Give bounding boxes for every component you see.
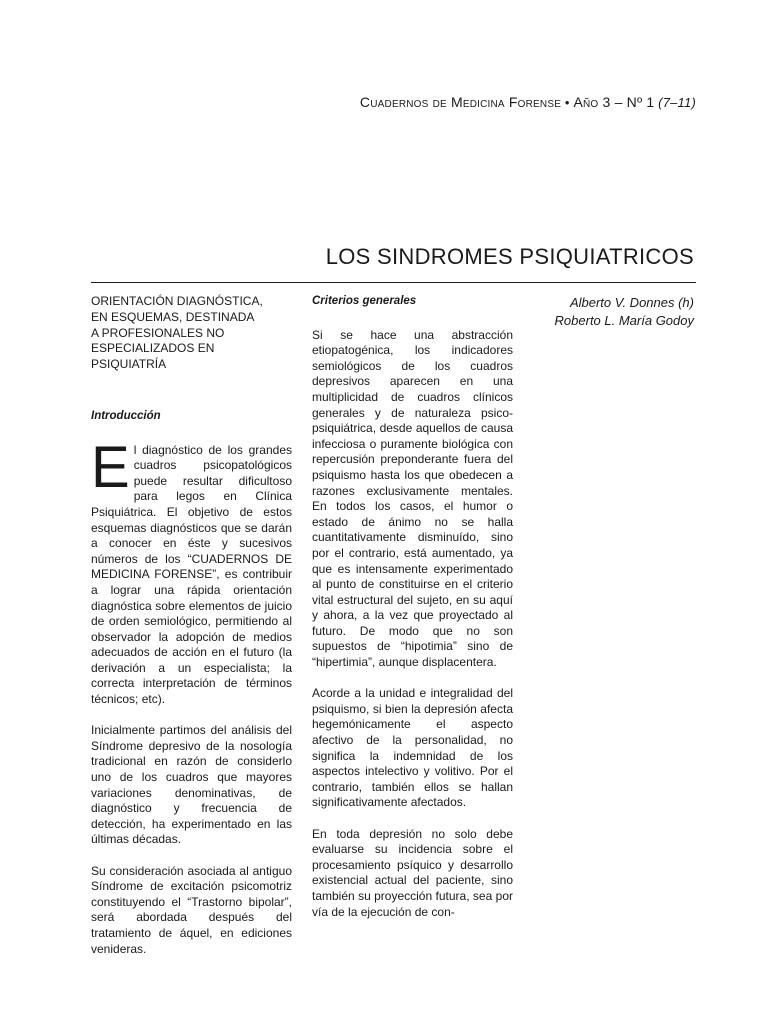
author-1: Alberto V. Donnes (h) <box>569 295 694 310</box>
subtitle-line: A PROFESIONALES NO <box>91 325 225 340</box>
subtitle-line: PSIQUIATRÍA <box>91 357 167 372</box>
intro-paragraph-3: Su consideración asociada al antiguo Síndrome de excitación psicomotriz constituyendo el “Trastorno bipolar”, será abordada después del tratamiento de áquel, en ediciones venideras. <box>91 863 292 956</box>
intro-paragraph-1 <box>91 434 292 708</box>
header-bullet: • <box>564 95 570 110</box>
criterios-paragraph-2: Acorde a la unidad e integralidad del psiquismo, si bien la depresión afecta hegemónicamente el aspecto afectivo de la personalidad, no significa la indemnidad de los aspectos intelectivo y volitivo. Por el contrario, también ellos se hallan significativamente afectados. <box>312 686 513 810</box>
drop-cap: E <box>91 434 130 500</box>
column-authors <box>528 294 694 330</box>
journal-name: Cuadernos de Medicina Forense <box>359 94 562 110</box>
title-rule <box>91 282 696 283</box>
article-title: LOS SINDROMES PSIQUIATRICOS <box>325 244 694 269</box>
subtitle-line: ESPECIALIZADOS EN <box>91 341 215 356</box>
subtitle-line: ORIENTACIÓN DIAGNÓSTICA, <box>91 294 263 308</box>
section-heading-introduccion: Introducción <box>91 409 161 422</box>
column-middle <box>312 294 513 920</box>
article-subtitle <box>91 294 292 373</box>
author-2: Roberto L. María Godoy <box>554 313 694 328</box>
section-heading-criterios: Criterios generales <box>312 295 417 307</box>
issue-number: Año 3 – Nº 1 <box>573 94 655 110</box>
page-range: (7–11) <box>658 95 696 110</box>
criterios-paragraph-1: Si se hace una abstracción etiopatogénica, los indicadores semiológicos de los cuadros depresivos aparecen en una multiplicidad de cuadros clínicos generales y de naturaleza psico-psiquiátrica, desde aquellos de causa infecciosa o puramente biológica con repercusión preponderante fuera del psiquismo hasta los que obedecen a razones exclusivamente mentales. En todos los casos, el humor o estado de ánimo no se halla cuantitativamente disminuído, sino por el contrario, está aumentado, ya que es intensamente experimentado al punto de constituirse en el criterio vital estructural del sujeto, en su aquí y ahora, a la vez que proyectado al futuro. De modo que no son supuestos de “hipotimia” sino de “hipertimia”, aunque displacentera. <box>312 327 513 670</box>
column-left <box>91 294 292 957</box>
intro-paragraph-1-text: l diagnóstico de los grandes cuadros psicopatológicos puede resultar dificultoso para legos en Clínica Psiquiátrica. El objetivo de estos esquemas diagnósticos que se darán a conocer en éste y sucesivos números de los “CUADERNOS DE MEDICINA FORENSE”, es contribuir a lograr una rápida orientación diagnóstica sobre elementos de juicio de orden semiológico, permitiendo al observador la adopción de medios adecuados de acción en el futuro (la derivación a un especialista; la correcta interpretación de términos técnicos; etc). <box>91 442 292 707</box>
subtitle-line: EN ESQUEMAS, DESTINADA <box>91 309 255 324</box>
running-header <box>360 94 696 110</box>
intro-paragraph-2: Inicialmente partimos del análisis del Síndrome depresivo de la nosología tradicional en razón de considerlo uno de los cuadros que mayores variaciones denominativas, de diagnóstico y frecuencia de detección, ha experimentado en las últimas décadas. <box>91 723 292 847</box>
criterios-paragraph-3: En toda depresión no solo debe evaluarse su incidencia sobre el procesamiento psíquico y desarrollo existencial actual del paciente, sino también su proyección futura, sea por vía de la ejecución de con- <box>312 826 513 919</box>
